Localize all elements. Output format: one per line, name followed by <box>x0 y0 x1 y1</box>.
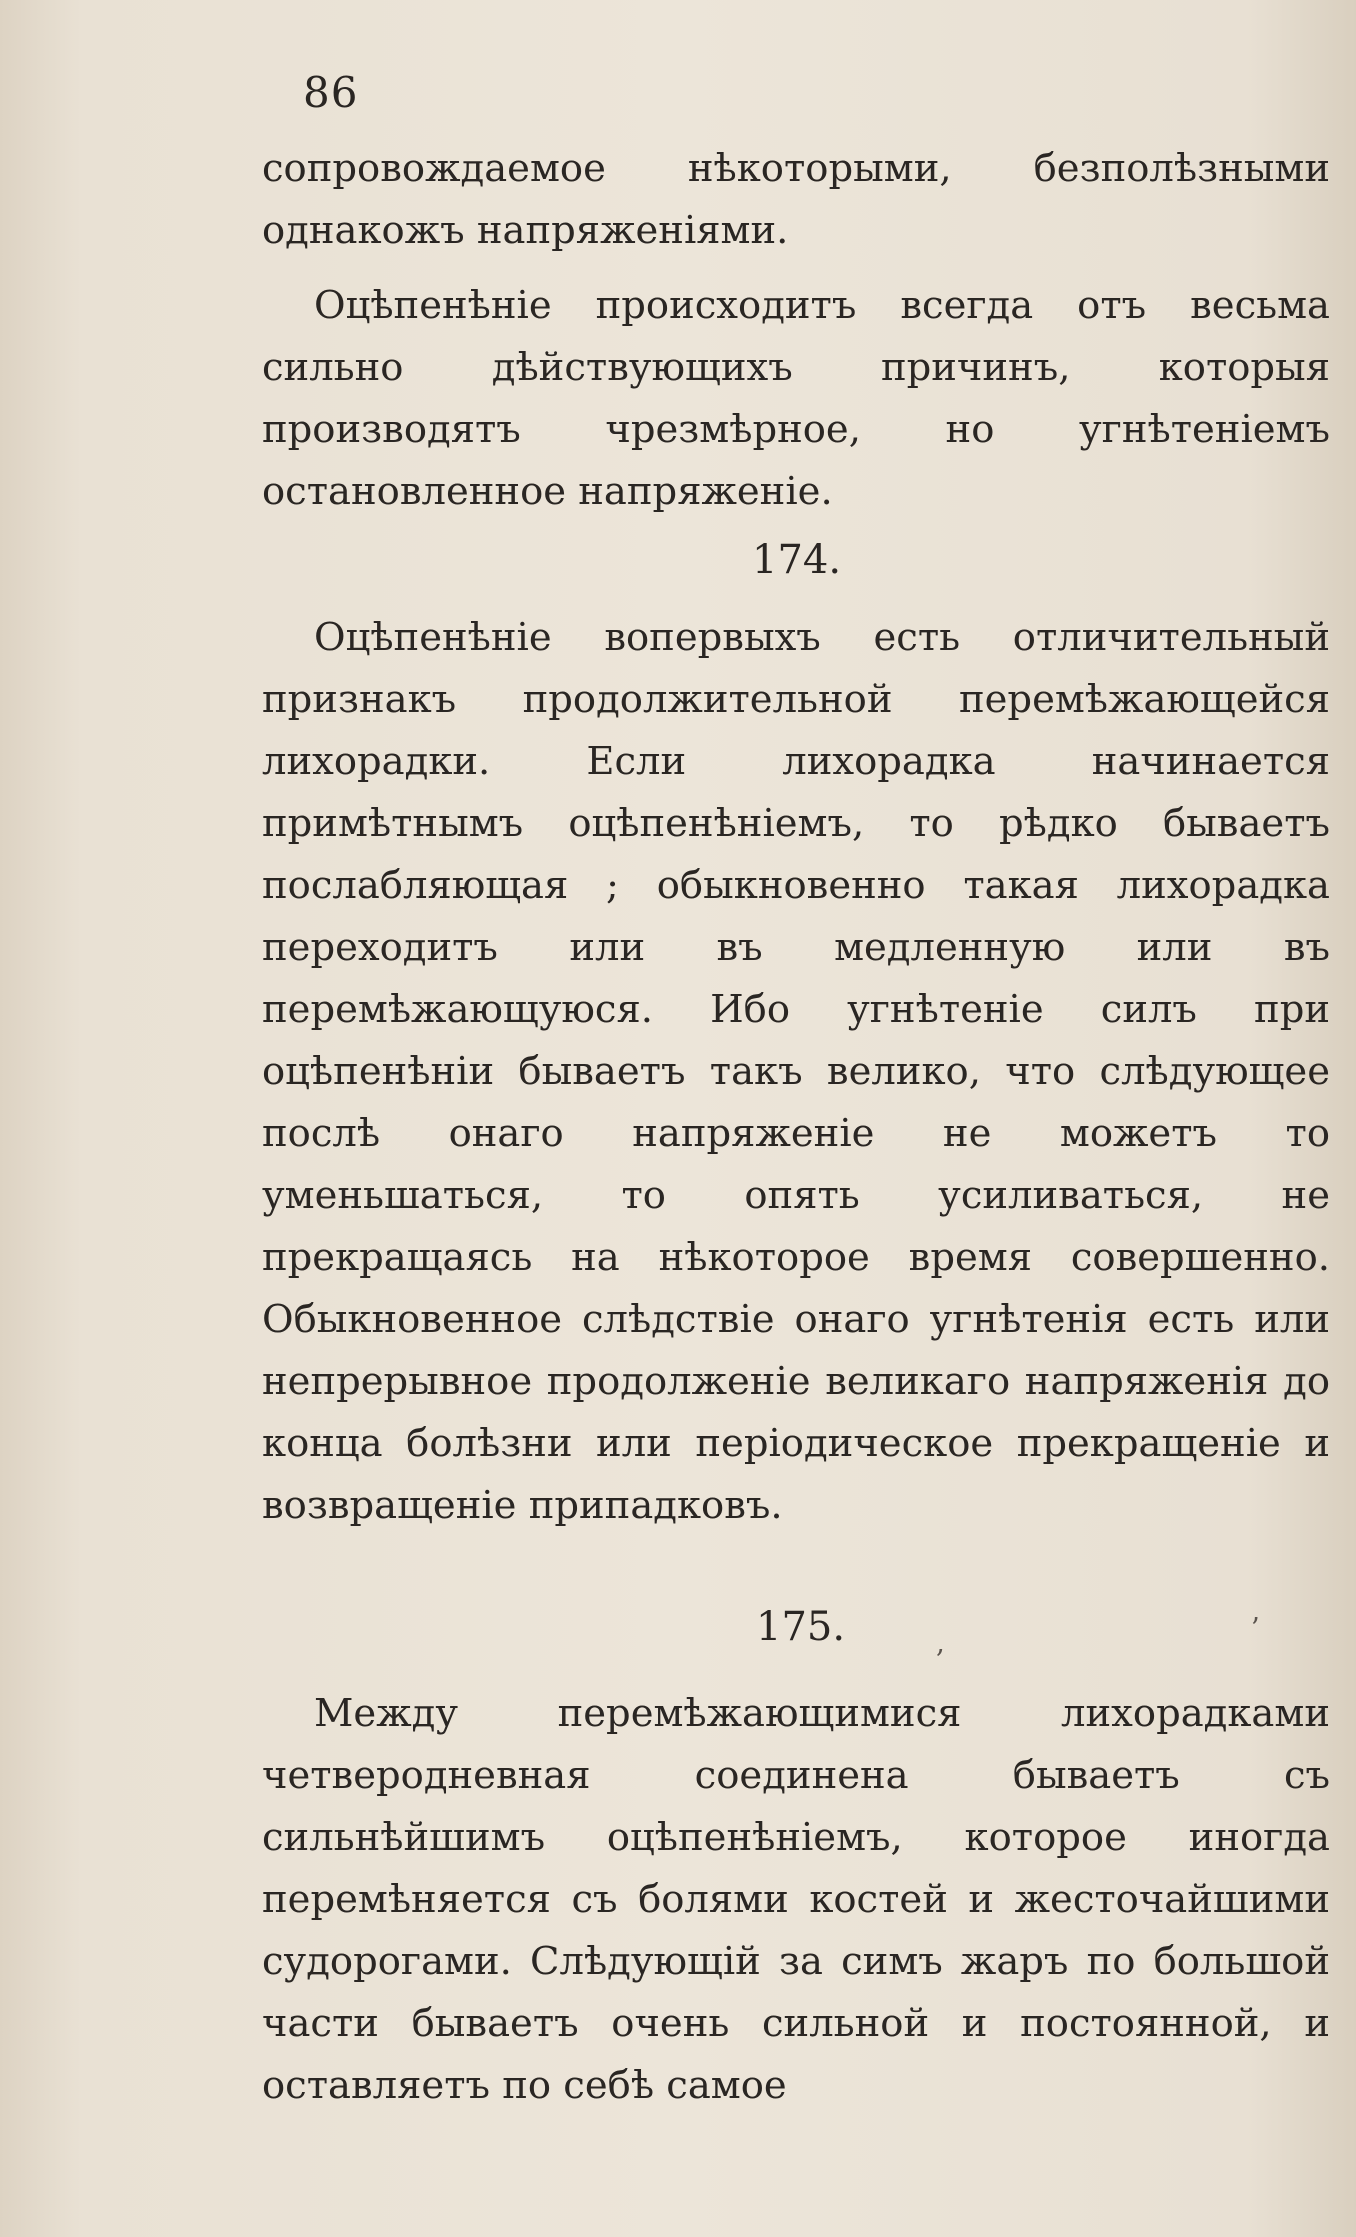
stray-mark: ʼ <box>1250 1612 1259 1645</box>
paragraph-section-175 <box>262 1683 1330 2117</box>
paragraph-text: Между перемѣжающимися лихорадками четверодневная соединена бываетъ съ сильнѣйшимъ оцѣпенѣнiемъ, которое иногда перемѣняется съ болями костей и жесточайшими судорогами. Слѣдующiй за симъ жаръ по большой части бываетъ очень сильной и постоянной, и оставляетъ по себѣ самое <box>262 1691 1330 2108</box>
section-number-175: 175. <box>756 1604 846 1650</box>
paragraph-text: сопровождаемое нѣкоторыми, безполѣзными однакожъ напряженiями. <box>262 146 1330 253</box>
section-number-174: 174. <box>752 537 842 583</box>
paragraph-section-174 <box>262 607 1330 1537</box>
stray-mark: , <box>936 1626 945 1659</box>
paragraph-text: Оцѣпенѣнiе вопервыхъ есть отличительный признакъ продолжительной перемѣжающейся лихорадки. Если лихорадка начинается примѣтнымъ оцѣпенѣнiемъ, то рѣдко бываетъ послабляющая ; обыкновенно такая лихорадка переходитъ или въ медленную или въ перемѣжающуюся. Ибо угнѣтенiе силъ при оцѣпенѣнiи бываетъ такъ велико, что слѣдующее послѣ онаго напряженiе не можетъ то уменьшаться, то опять усиливаться, не прекращаясь на нѣкоторое время совершенно. Обыкновенное слѣдствiе онаго угнѣтенiя есть или непрерывное продолженiе великаго напряженiя до конца болѣзни или перiодическое прекращенiе и возвращенiе припадковъ. <box>262 615 1330 1528</box>
paragraph-continued <box>262 138 1330 262</box>
paragraph-text: Оцѣпенѣнiе происходитъ всегда отъ весьма сильно дѣйствующихъ причинъ, которыя производятъ чрезмѣрное, но угнѣтенiемъ остановленное напряженiе. <box>262 283 1330 514</box>
paragraph-stupor-causes <box>262 275 1330 523</box>
page-number: 86 <box>303 68 359 117</box>
